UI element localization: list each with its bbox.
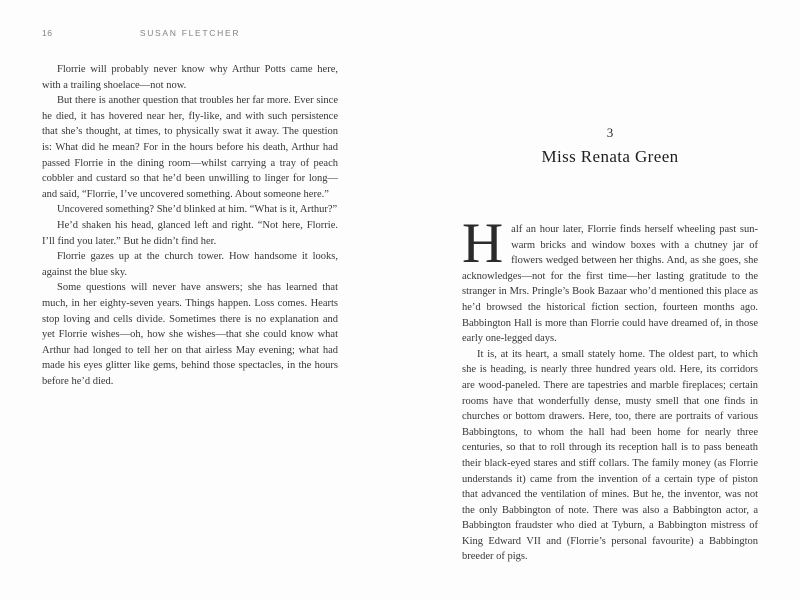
right-page (462, 122, 758, 592)
left-page-body (42, 62, 338, 389)
opening-text: alf an hour later, Florrie finds herself wheeling past sun-warm bricks and window boxes with a chutney jar of flowers wedged between her thighs. And, as she goes, she acknowledges—not for the first time—her lasting gratitude to the stranger in Mrs. Pringle’s Book Bazaar who’d mentioned this place as he’d browsed the historical fiction section, fourteen months ago. Babbington Hall is more than Florrie could have dreamed of, in those early one-legged days. (462, 224, 758, 345)
paragraph: Florrie will probably never know why Arthur Potts came here, with a trailing shoelace—not now. (42, 64, 338, 91)
paragraph: But there is another question that troubles her far more. Ever since he died, it has hovered near her, fly-like, and with such persistence that she’s thought, at times, to physically swat it away. The question is: What did he mean? For in the hours before his death, Arthur had passed Florrie in the dining room—whilst carrying a tray of peach cobbler and custard so that he’d been unwilling to linger for long—and said, “Florrie, I’ve uncovered something. About someone here.” (42, 95, 338, 200)
paragraph: Florrie gazes up at the church tower. How handsome it looks, against the blue sky. (42, 251, 338, 278)
drop-cap: H (462, 212, 504, 275)
page-header (42, 28, 338, 40)
paragraph: Some questions will never have answers; she has learned that much, in her eighty-seven years. Things happen. Loss comes. Hearts stop loving and cells divide. Sometimes there is no explanation and yet Florrie wishes—oh, how she wishes—that she could know what Arthur had longed to tell her on that airless May evening; what had made his eyes glitter like gems, behind those spectacles, in the hours before he’d died. (42, 282, 338, 387)
right-page-body (462, 212, 758, 565)
page-number: 16 (42, 28, 53, 38)
paragraph: It is, at its heart, a small stately home. The oldest part, to which she is heading, is nearly three hundred years old. Here, its corridors are wood-paneled. There are tapestries and marble fireplaces; certain rooms have that wonderfully dense, musty smell that one finds in churches or bottom drawers. Here, too, there are portraits of various Babbingtons, to whom the hall had been home for nearly three centuries, so that to roll through its reception hall is to pass beneath their black-eyed stares and stiff collars. The family money (as Florrie understands it) came from the invention of a certain type of piston that advanced the ventilation of mines. But he, the inventor, was not the only Babbington of note. There was also a Babbington actor, a Babbington fraudster who died at Tyburn, a Babbington mistress of King Edward VII and (Florrie’s personal favourite) a Babbington breeder of pigs. (462, 348, 758, 563)
chapter-number: 3 (606, 125, 614, 140)
left-page (42, 28, 338, 389)
chapter-title: Miss Renata Green (541, 147, 679, 166)
paragraph: He’d shaken his head, glanced left and right. “Not here, Florrie. I’ll find you later.” But he didn’t find her. (42, 219, 338, 247)
running-head: SUSAN FLETCHER (139, 28, 241, 38)
opening-paragraph (462, 212, 758, 347)
paragraph: Uncovered something? She’d blinked at him. “What is it, Arthur?” (57, 204, 338, 216)
